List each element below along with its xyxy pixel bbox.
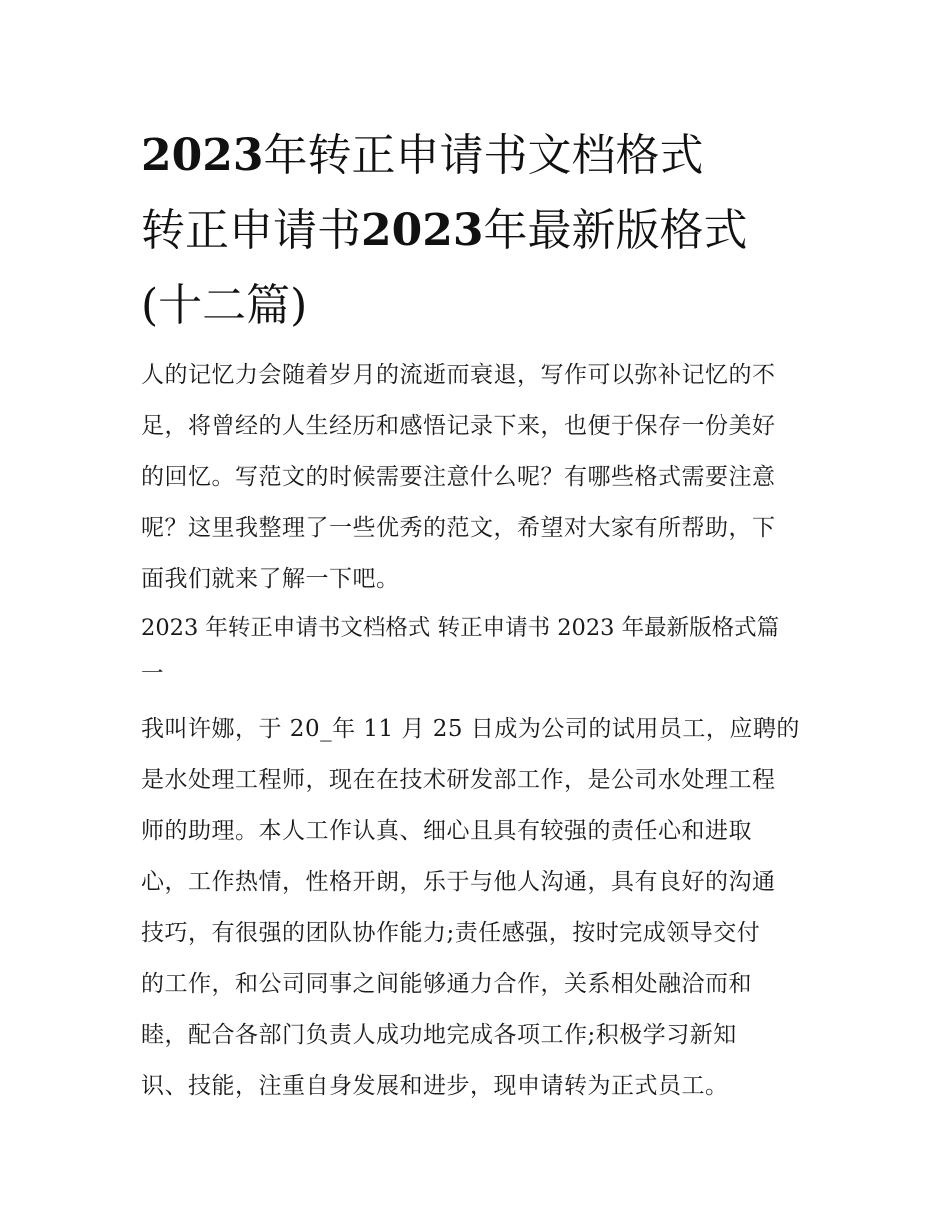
title-text: 年转正申请书文档格式 [263, 130, 704, 181]
section-heading [141, 605, 813, 697]
intro-line: 足，将曾经的人生经历和感悟记录下来，也便于保存一份美好 [141, 413, 776, 439]
body-line: 心，工作热情，性格开朗，乐于与他人沟通，具有良好的沟通 [141, 869, 776, 895]
title-text: (十二篇) [141, 280, 308, 331]
section-heading-line: 2023 年转正申请书文档格式 转正申请书 2023 年最新版格式篇 [141, 615, 780, 641]
body-paragraph [141, 704, 813, 1112]
intro-line: 呢？这里我整理了一些优秀的范文，希望对大家有所帮助，下 [141, 515, 776, 541]
intro-paragraph [141, 350, 813, 605]
body-line: 师的助理。本人工作认真、细心且具有较强的责任心和进取 [141, 818, 752, 844]
title-year: 2023 [361, 205, 484, 256]
intro-line: 人的记忆力会随着岁月的流逝而衰退，写作可以弥补记忆的不 [141, 362, 776, 388]
body-line: 的工作，和公司同事之间能够通力合作，关系相处融洽而和 [141, 971, 752, 997]
document-content [141, 118, 813, 1112]
body-line: 技巧，有很强的团队协作能力;责任感强，按时完成领导交付 [141, 920, 761, 946]
title-text: 年最新版格式 [483, 205, 748, 256]
section-heading-line: 一 [141, 661, 164, 687]
intro-line: 面我们就来了解一下吧。 [141, 566, 400, 592]
document-title [141, 118, 813, 343]
body-line: 我叫许娜，于 20_年 11 月 25 日成为公司的试用员工，应聘的 [141, 716, 800, 742]
title-line-2 [141, 193, 813, 268]
body-line: 识、技能，注重自身发展和进步，现申请转为正式员工。 [141, 1073, 729, 1099]
intro-line: 的回忆。写范文的时候需要注意什么呢？有哪些格式需要注意 [141, 464, 776, 490]
title-line-1 [141, 118, 813, 193]
body-line: 睦，配合各部门负责人成功地完成各项工作;积极学习新知 [141, 1022, 737, 1048]
title-line-3 [141, 268, 813, 343]
title-text: 转正申请书 [141, 205, 361, 256]
title-year: 2023 [141, 130, 264, 181]
body-line: 是水处理工程师，现在在技术研发部工作，是公司水处理工程 [141, 767, 776, 793]
